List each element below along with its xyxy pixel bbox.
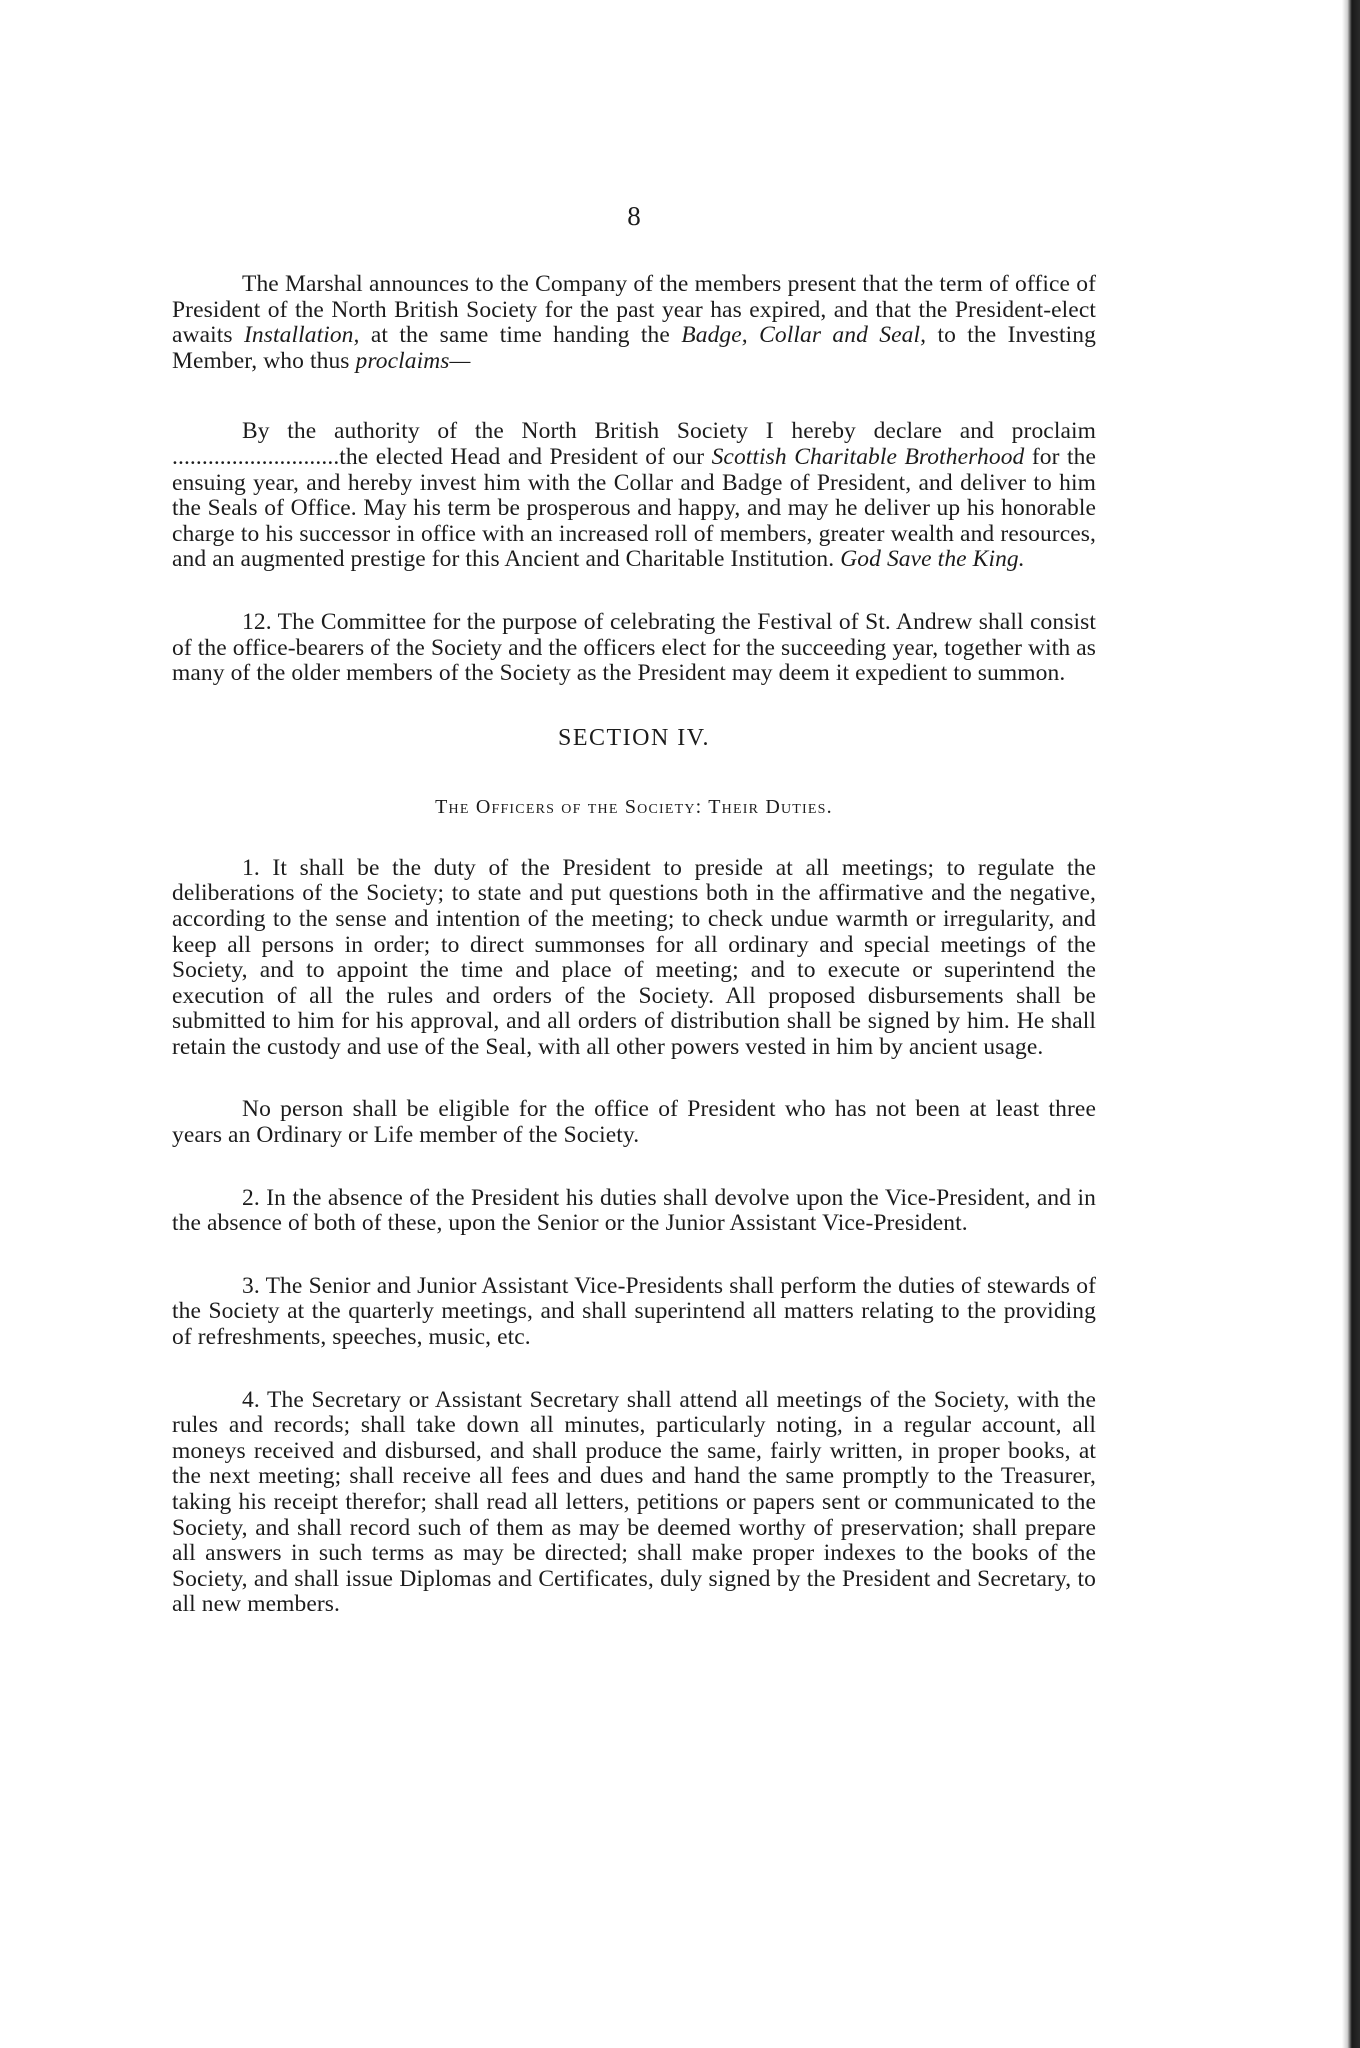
section-title: SECTION IV.	[557, 724, 711, 751]
paragraph-3-vice-presidents: 3. The Senior and Junior Assistant Vice-Presidents shall perform the duties of stewards of the Society at the quarterly meetings, and shall superintend all matters relating to the providing of refreshments, speeches, music, etc.	[172, 1272, 1096, 1351]
paragraph-1-president: 1. It shall be the duty of the President to preside at all meetings; to regulate the deliberations of the Society; to state and put questions both in the affirmative and the negative, according to the sense and intention of the meeting; to check undue warmth or irregularity, and keep all persons in order; to direct summonses for all ordinary and special meetings of the Society, and to appoint the time and place of meeting; and to execute or superintend the execution of all the rules and orders of the Society. All proposed disbursements shall be submitted to him for his approval, and all orders of distribution shall be signed by him. He shall retain the custody and use of the Seal, with all other powers vested in him by ancient usage.	[172, 854, 1096, 1060]
paragraph-2-absence: 2. In the absence of the President his duties shall devolve upon the Vice-President, and in the absence of both of these, upon the Senior or the Junior Assistant Vice-President.	[172, 1184, 1096, 1237]
page-edge-shadow	[1342, 0, 1360, 2048]
paragraph-marshal: The Marshal announces to the Company of the members present that the term of office of President of the North British Society for the past year has expired, and that the President-elect awaits Installation, at the same time handing the Badge, Collar and Seal, to the Investing Member, who thus proclaims—	[172, 271, 1096, 374]
paragraph-4-secretary: 4. The Secretary or Assistant Secretary shall attend all meetings of the Society, with the rules and records; shall take down all minutes, particularly noting, in a regular account, all moneys received and disbursed, and shall produce the same, fairly written, in proper books, at the next meeting; shall receive all fees and dues and hand the same promptly to the Treasurer, taking his receipt therefor; shall read all letters, petitions or papers sent or communicated to the Society, and shall record such of them as may be deemed worthy of preservation; shall prepare all answers in such terms as may be directed; shall make proper indexes to the books of the Society, and shall issue Diplomas and Certificates, duly signed by the President and Secretary, to all new members.	[172, 1386, 1096, 1618]
document-page	[172, 200, 1096, 1618]
page-number: 8	[627, 201, 641, 231]
paragraph-12-committee: 12. The Committee for the purpose of celebrating the Festival of St. Andrew shall consist of the office-bearers of the Society and the officers elect for the succeeding year, together with as many of the older members of the Society as the President may deem it expedient to summon.	[172, 608, 1096, 687]
paragraph-eligibility: No person shall be eligible for the office of President who has not been at least three years an Ordinary or Life member of the Society.	[172, 1096, 1096, 1149]
section-subtitle: The Officers of the Society: Their Duties.	[435, 795, 833, 818]
paragraph-proclamation: By the authority of the North British Society I hereby declare and proclaim ............................the elected Head and President of our Scottish Charitable Brotherhood for the ensuing year, and hereby invest him with the Collar and Badge of President, and deliver to him the Seals of Office. May his term be prosperous and happy, and may he deliver up his honorable charge to his successor in office with an increased roll of members, greater wealth and resources, and an augmented prestige for this Ancient and Charitable Institution. God Save the King.	[172, 418, 1096, 573]
